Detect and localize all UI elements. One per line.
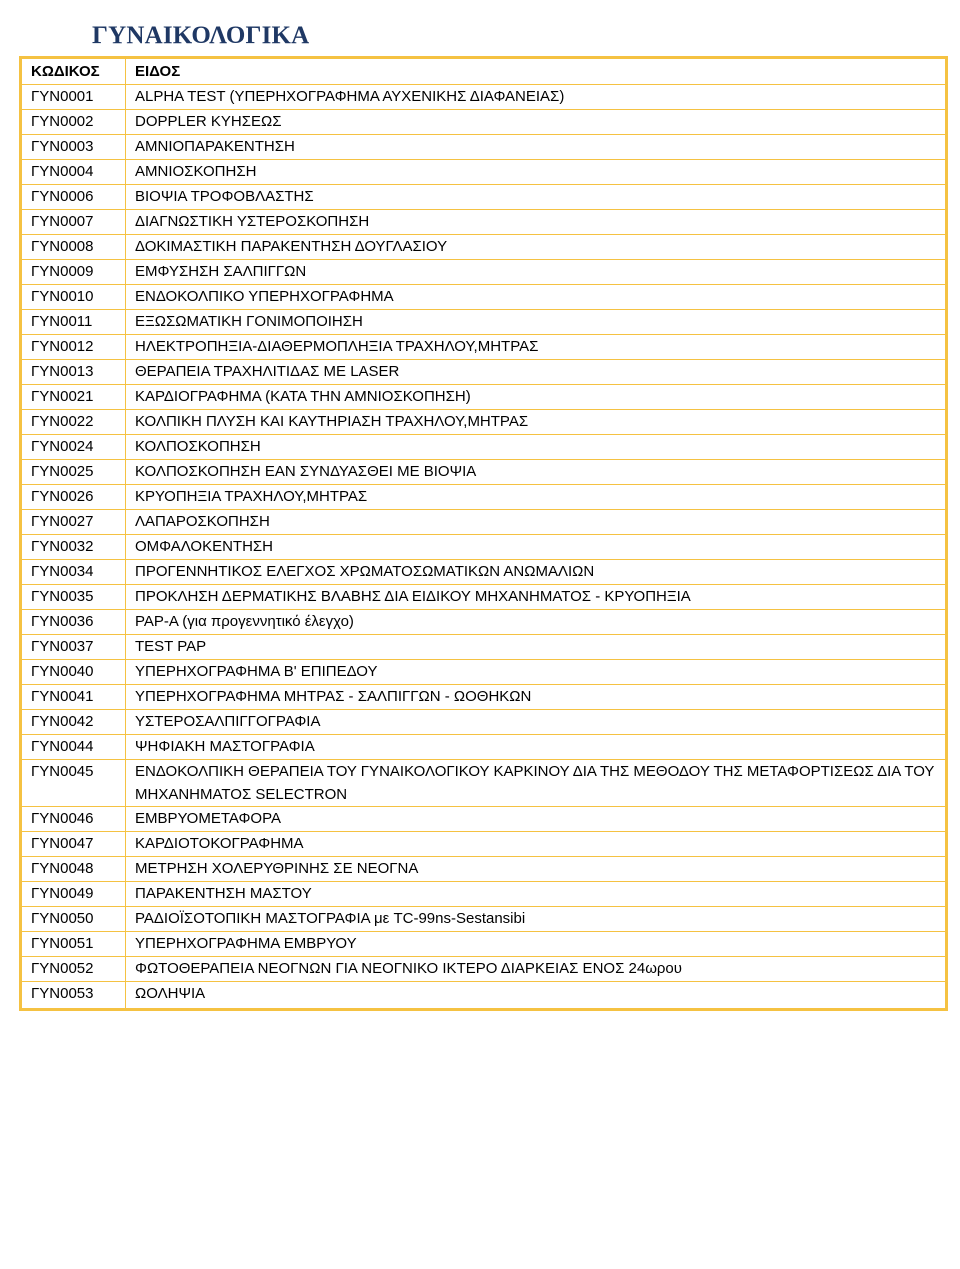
table-row (21, 807, 947, 832)
row-code: ΓΥΝ0010 (21, 285, 126, 310)
row-code: ΓΥΝ0046 (21, 807, 126, 832)
row-description: ΚΟΛΠΙΚΗ ΠΛΥΣΗ ΚΑΙ ΚΑΥΤΗΡΙΑΣΗ ΤΡΑΧΗΛΟΥ,ΜΗΤΡΑΣ (126, 410, 947, 435)
row-code: ΓΥΝ0002 (21, 110, 126, 135)
row-description: ΚΡΥΟΠΗΞΙΑ ΤΡΑΧΗΛΟΥ,ΜΗΤΡΑΣ (126, 485, 947, 510)
row-description: ΠΡΟΚΛΗΣΗ ΔΕΡΜΑΤΙΚΗΣ ΒΛΑΒΗΣ ΔΙΑ ΕΙΔΙΚΟΥ ΜΗΧΑΝΗΜΑΤΟΣ - ΚΡΥΟΠΗΞΙΑ (126, 585, 947, 610)
table-row (21, 535, 947, 560)
header-type: ΕΙΔΟΣ (126, 58, 947, 85)
row-code: ΓΥΝ0009 (21, 260, 126, 285)
row-description: PAP-A (για προγεννητικό έλεγχο) (126, 610, 947, 635)
row-description: ΗΛΕΚΤΡΟΠΗΞΙΑ-ΔΙΑΘΕΡΜΟΠΛΗΞΙΑ ΤΡΑΧΗΛΟΥ,ΜΗΤΡΑΣ (126, 335, 947, 360)
row-code: ΓΥΝ0041 (21, 685, 126, 710)
table-row (21, 710, 947, 735)
row-code: ΓΥΝ0035 (21, 585, 126, 610)
table-row (21, 160, 947, 185)
row-description: ΕΜΦΥΣΗΣΗ ΣΑΛΠΙΓΓΩΝ (126, 260, 947, 285)
row-code: ΓΥΝ0001 (21, 85, 126, 110)
table-row (21, 260, 947, 285)
table-row (21, 760, 947, 807)
table-row (21, 485, 947, 510)
table-header-row (21, 58, 947, 85)
row-description: ΔΟΚΙΜΑΣΤΙΚΗ ΠΑΡΑΚΕΝΤΗΣΗ ΔΟΥΓΛΑΣΙΟΥ (126, 235, 947, 260)
row-description: ΥΠΕΡΗΧΟΓΡΑΦΗΜΑ ΕΜΒΡΥΟΥ (126, 932, 947, 957)
table-row (21, 360, 947, 385)
row-description: ΨΗΦΙΑΚΗ ΜΑΣΤΟΓΡΑΦΙΑ (126, 735, 947, 760)
table-row (21, 907, 947, 932)
row-description: ΕΝΔΟΚΟΛΠΙΚΟ ΥΠΕΡΗΧΟΓΡΑΦΗΜΑ (126, 285, 947, 310)
row-code: ΓΥΝ0006 (21, 185, 126, 210)
table-row (21, 957, 947, 982)
table-row (21, 635, 947, 660)
table-row (21, 435, 947, 460)
row-code: ΓΥΝ0013 (21, 360, 126, 385)
row-code: ΓΥΝ0007 (21, 210, 126, 235)
table-row (21, 735, 947, 760)
row-description: TEST PAP (126, 635, 947, 660)
row-description: ΘΕΡΑΠΕΙΑ ΤΡΑΧΗΛΙΤΙΔΑΣ ΜΕ LASER (126, 360, 947, 385)
table-row (21, 85, 947, 110)
table-row (21, 110, 947, 135)
row-description: ΚΟΛΠΟΣΚΟΠΗΣΗ ΕΑΝ ΣΥΝΔΥΑΣΘΕΙ ΜΕ ΒΙΟΨΙΑ (126, 460, 947, 485)
row-code: ΓΥΝ0011 (21, 310, 126, 335)
row-code: ΓΥΝ0008 (21, 235, 126, 260)
row-description: ΚΟΛΠΟΣΚΟΠΗΣΗ (126, 435, 947, 460)
row-code: ΓΥΝ0027 (21, 510, 126, 535)
row-description: ΠΑΡΑΚΕΝΤΗΣΗ ΜΑΣΤΟΥ (126, 882, 947, 907)
row-description: ΥΠΕΡΗΧΟΓΡΑΦΗΜΑ Β' ΕΠΙΠΕΔΟΥ (126, 660, 947, 685)
row-code: ΓΥΝ0022 (21, 410, 126, 435)
row-code: ΓΥΝ0012 (21, 335, 126, 360)
row-description: ΕΞΩΣΩΜΑΤΙΚΗ ΓΟΝΙΜΟΠΟΙΗΣΗ (126, 310, 947, 335)
row-code: ΓΥΝ0034 (21, 560, 126, 585)
table-row (21, 685, 947, 710)
table-row (21, 410, 947, 435)
table-row (21, 982, 947, 1010)
row-description: ΠΡΟΓΕΝΝΗΤΙΚΟΣ ΕΛΕΓΧΟΣ ΧΡΩΜΑΤΟΣΩΜΑΤΙΚΩΝ ΑΝΩΜΑΛΙΩΝ (126, 560, 947, 585)
row-code: ΓΥΝ0049 (21, 882, 126, 907)
row-code: ΓΥΝ0052 (21, 957, 126, 982)
row-code: ΓΥΝ0037 (21, 635, 126, 660)
row-description: ΕΝΔΟΚΟΛΠΙΚΗ ΘΕΡΑΠΕΙΑ ΤΟΥ ΓΥΝΑΙΚΟΛΟΓΙΚΟΥ ΚΑΡΚΙΝΟΥ ΔΙΑ ΤΗΣ ΜΕΘΟΔΟΥ ΤΗΣ ΜΕΤΑΦΟΡΤΙΣΕΩΣ ΔΙΑ ΤΟΥ ΜΗΧΑΝΗΜΑΤΟΣ SELECTRON (126, 760, 947, 807)
row-code: ΓΥΝ0040 (21, 660, 126, 685)
row-description: ΚΑΡΔΙΟΓΡΑΦΗΜΑ (ΚΑΤΑ ΤΗΝ ΑΜΝΙΟΣΚΟΠΗΣΗ) (126, 385, 947, 410)
row-description: DOPPLER ΚΥΗΣΕΩΣ (126, 110, 947, 135)
row-description: ΥΠΕΡΗΧΟΓΡΑΦΗΜΑ ΜΗΤΡΑΣ - ΣΑΛΠΙΓΓΩΝ - ΩΟΘΗΚΩΝ (126, 685, 947, 710)
row-code: ΓΥΝ0032 (21, 535, 126, 560)
row-description: ΛΑΠΑΡΟΣΚΟΠΗΣΗ (126, 510, 947, 535)
row-description: ΜΕΤΡΗΣΗ ΧΟΛΕΡΥΘΡΙΝΗΣ ΣΕ ΝΕΟΓΝΑ (126, 857, 947, 882)
table-row (21, 310, 947, 335)
table-row (21, 882, 947, 907)
table-row (21, 660, 947, 685)
row-description: ΟΜΦΑΛΟΚΕΝΤΗΣΗ (126, 535, 947, 560)
row-description: ΑΜΝΙΟΠΑΡΑΚΕΝΤΗΣΗ (126, 135, 947, 160)
table-row (21, 185, 947, 210)
page-title: ΓΥΝΑΙΚΟΛΟΓΙΚΑ (92, 22, 310, 49)
table-row (21, 235, 947, 260)
row-code: ΓΥΝ0021 (21, 385, 126, 410)
row-code: ΓΥΝ0053 (21, 982, 126, 1010)
row-code: ΓΥΝ0024 (21, 435, 126, 460)
row-description: ΒΙΟΨΙΑ ΤΡΟΦΟΒΛΑΣΤΗΣ (126, 185, 947, 210)
row-description: ALPHA TEST (ΥΠΕΡΗΧΟΓΡΑΦΗΜΑ ΑΥΧΕΝΙΚΗΣ ΔΙΑΦΑΝΕΙΑΣ) (126, 85, 947, 110)
row-code: ΓΥΝ0047 (21, 832, 126, 857)
table-row (21, 285, 947, 310)
procedure-code-table (19, 56, 948, 1011)
row-code: ΓΥΝ0045 (21, 760, 126, 807)
row-code: ΓΥΝ0050 (21, 907, 126, 932)
row-code: ΓΥΝ0036 (21, 610, 126, 635)
row-code: ΓΥΝ0051 (21, 932, 126, 957)
table-row (21, 932, 947, 957)
table-row (21, 135, 947, 160)
row-code: ΓΥΝ0026 (21, 485, 126, 510)
row-description: ΕΜΒΡΥΟΜΕΤΑΦΟΡΑ (126, 807, 947, 832)
header-code: ΚΩΔΙΚΟΣ (21, 58, 126, 85)
row-code: ΓΥΝ0044 (21, 735, 126, 760)
table-row (21, 210, 947, 235)
row-description: ΡΑΔΙΟΪΣΟΤΟΠΙΚΗ ΜΑΣΤΟΓΡΑΦΙΑ με TC-99ns-Sestansibi (126, 907, 947, 932)
table-row (21, 585, 947, 610)
table-row (21, 460, 947, 485)
row-code: ΓΥΝ0003 (21, 135, 126, 160)
table-row (21, 832, 947, 857)
row-description: ΑΜΝΙΟΣΚΟΠΗΣΗ (126, 160, 947, 185)
row-code: ΓΥΝ0042 (21, 710, 126, 735)
row-code: ΓΥΝ0048 (21, 857, 126, 882)
row-description: ΦΩΤΟΘΕΡΑΠΕΙΑ ΝΕΟΓΝΩΝ ΓΙΑ ΝΕΟΓΝΙΚΟ ΙΚΤΕΡΟ ΔΙΑΡΚΕΙΑΣ ΕΝΟΣ 24ωρου (126, 957, 947, 982)
row-code: ΓΥΝ0025 (21, 460, 126, 485)
table-row (21, 335, 947, 360)
row-description: ΚΑΡΔΙΟΤΟΚΟΓΡΑΦΗΜΑ (126, 832, 947, 857)
table-row (21, 510, 947, 535)
table-row (21, 560, 947, 585)
table-body (21, 85, 947, 1010)
table-row (21, 385, 947, 410)
row-description: ΥΣΤΕΡΟΣΑΛΠΙΓΓΟΓΡΑΦΙΑ (126, 710, 947, 735)
table-row (21, 857, 947, 882)
row-code: ΓΥΝ0004 (21, 160, 126, 185)
row-description: ΩΟΛΗΨΙΑ (126, 982, 947, 1010)
row-description: ΔΙΑΓΝΩΣΤΙΚΗ ΥΣΤΕΡΟΣΚΟΠΗΣΗ (126, 210, 947, 235)
table-row (21, 610, 947, 635)
